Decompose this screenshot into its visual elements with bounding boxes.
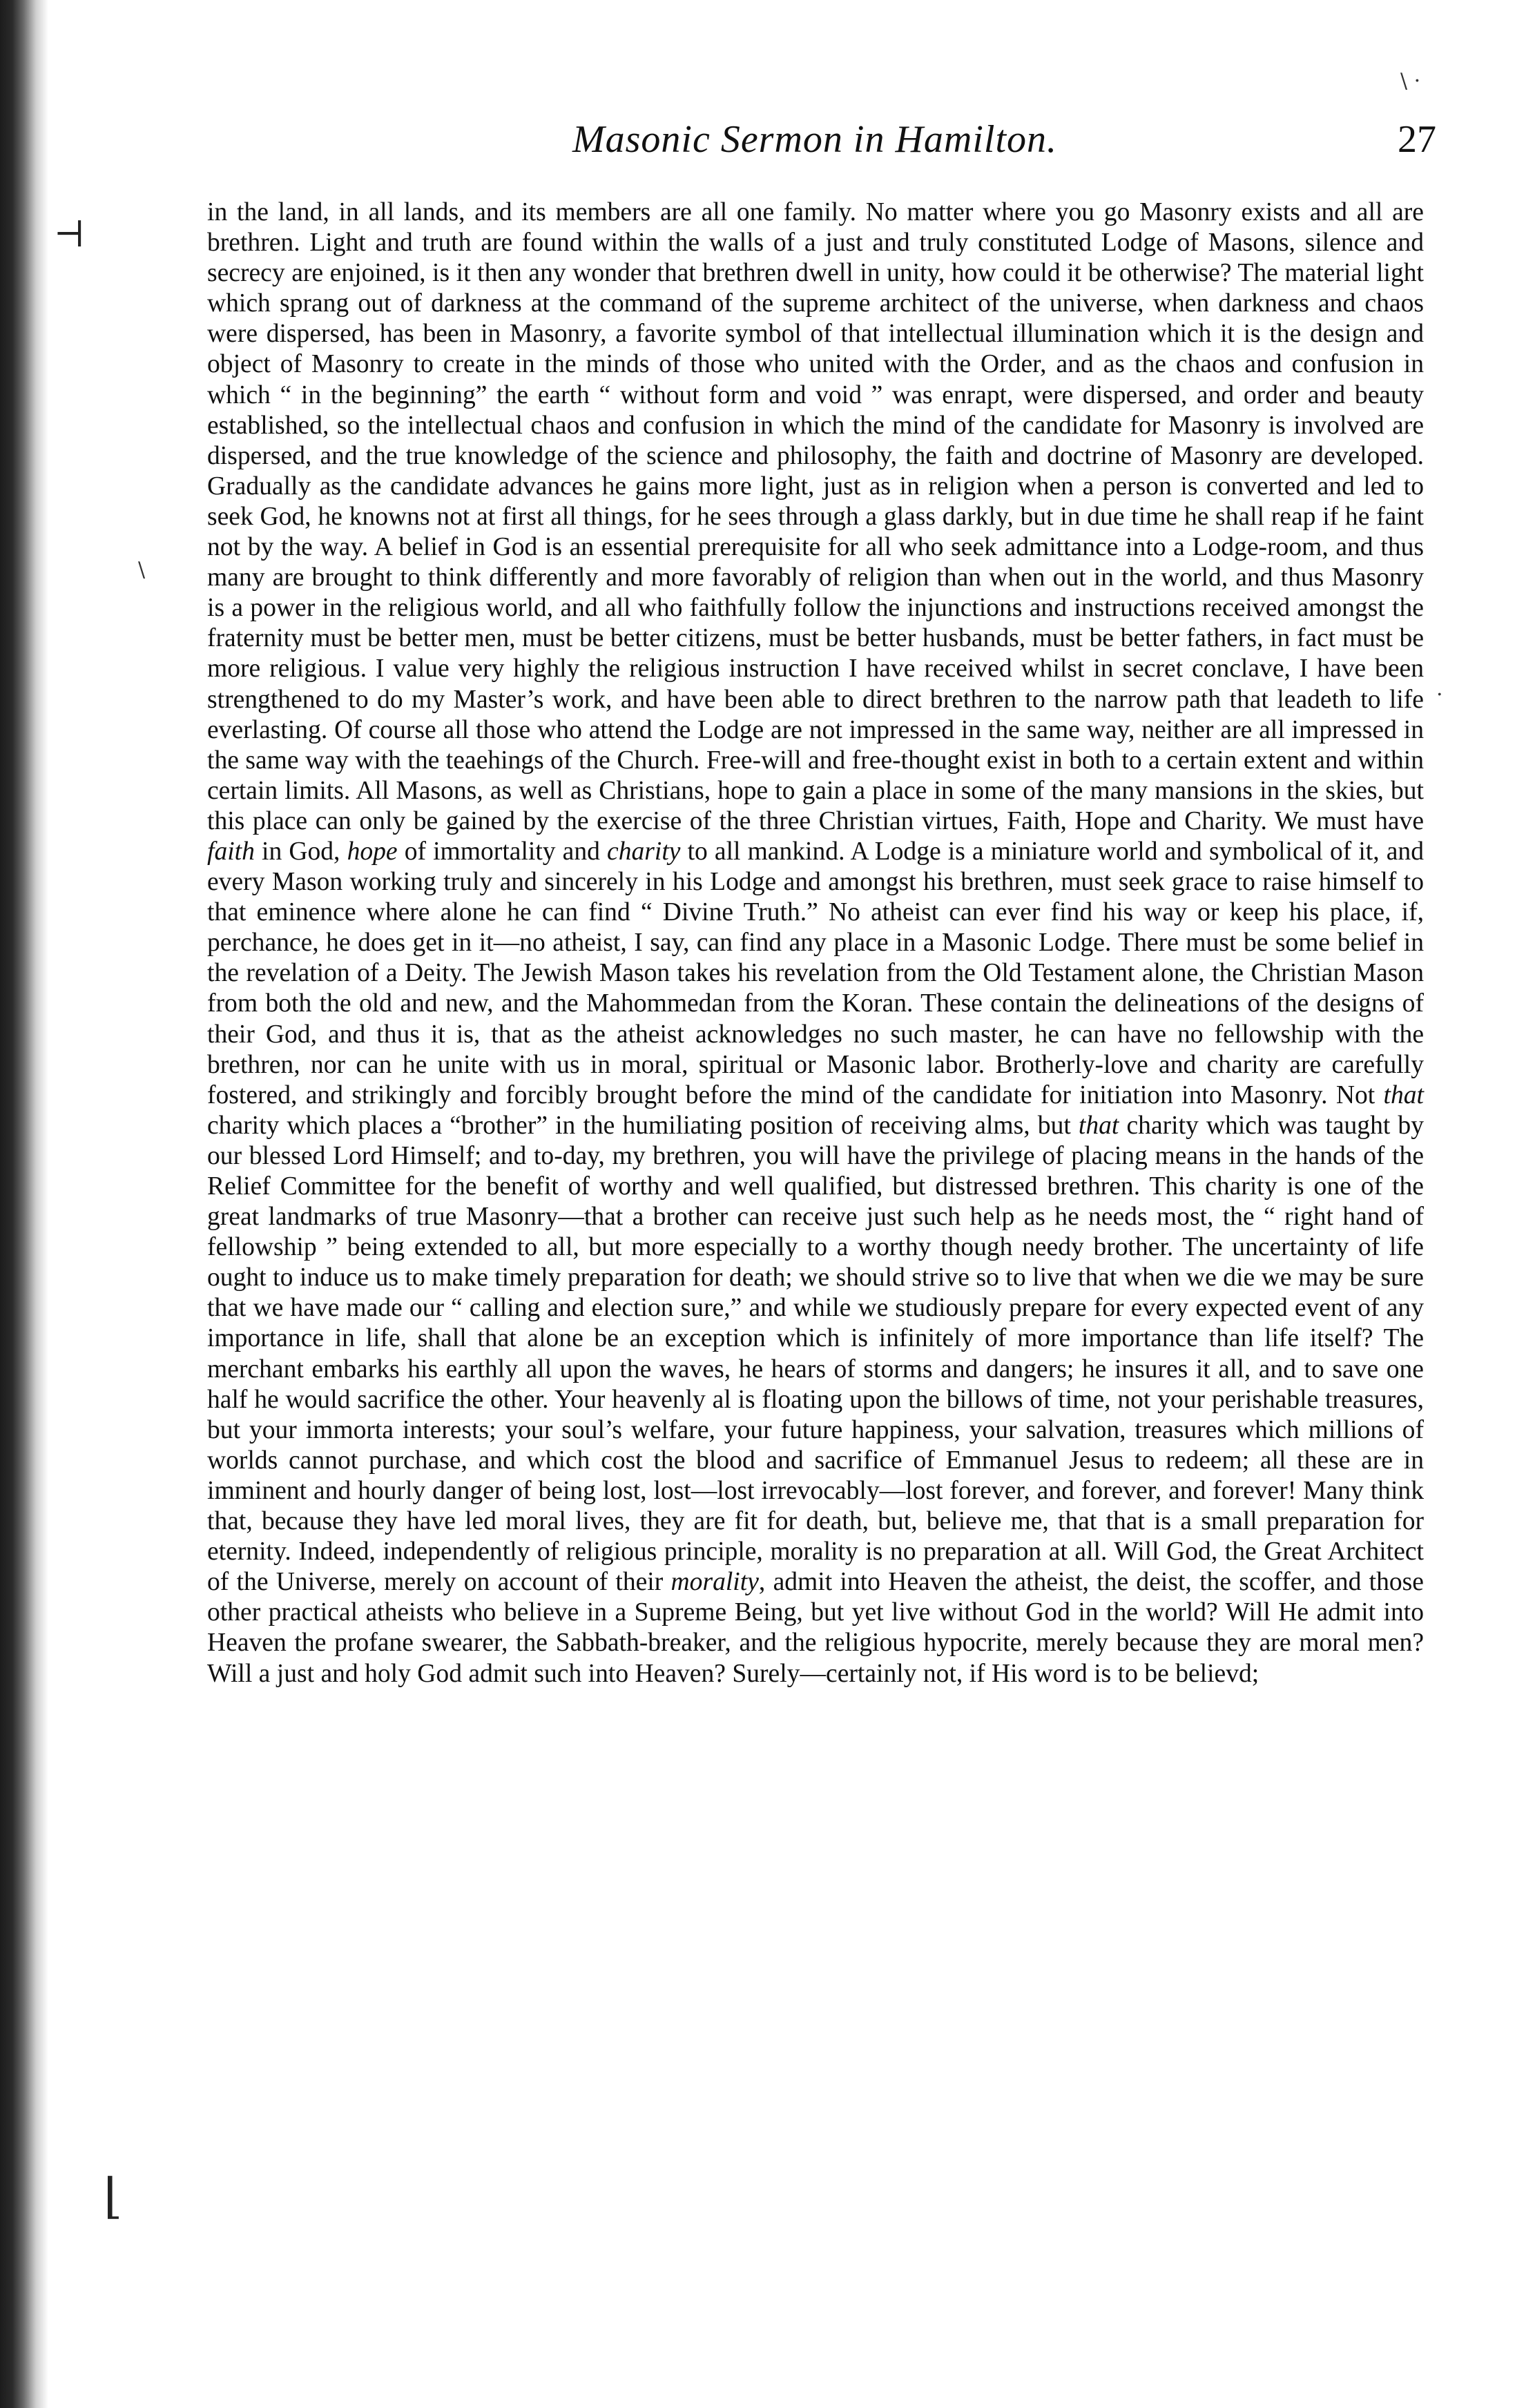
- scan-speck: \: [138, 558, 146, 582]
- text-run: charity which places a “brother” in the humiliating position of receiving alms, but: [207, 1111, 1079, 1140]
- text-run: in the land, in all lands, and its members are all one family. No matter where you go Masonry exists and all are brethren. Light and truth are found within the walls of a just and truly constituted Lodge of Masons, silence and secrecy are enjoined, is it then any wonder that brethren dwell in unity, how could it be otherwise? The material light which sprang out of darkness at the command of the supreme architect of the universe, when darkness and chaos were dispersed, has been in Masonry, a favorite symbol of that intellectual illumination which it is the design and object of Masonry to create in the minds of those who united with the Order, and as the chaos and confusion in which “ in the beginning” the earth “ without form and void ” was enrapt, were dispersed, and order and beauty established, so the intellectual chaos and confusion in which the mind of the candidate for Masonry is involved are dispersed, and the true knowledge of the science and philosophy, the faith and doctrine of Masonry are developed. Gradually as the candidate advances he gains more light, just as in religion when a person is converted and led to seek God, he knowns not at first all things, for he sees through a glass darkly, but in due time he shall reap if he faint not by the way. A belief in God is an essential prerequisite for all who seek admittance into a Lodge-room, and thus many are brought to think differently and more favorably of religion than when out in the world, and thus Masonry is a power in the religious world, and all who faithfully follow the injunctions and instructions received amongst the fraternity must be better men, must be better citizens, must be better husbands, must be better fathers, in fact must be more religious. I value very highly the religious instruction I have received whilst in secret conclave, I have been strengthened to do my Master’s work, and have been able to direct brethren to the narrow path that leadeth to life everlasting. Of course all those who attend the Lodge are not impressed in the same way, neither are all impressed in the same way with the teaehings of the Church. Free-will and free-thought exist in both to a certain extent and within certain limits. All Masons, as well as Christians, hope to gain a place in some of the many mansions in the skies, but this place can only be gained by the exercise of the three Christian virtues, Faith, Hope and Charity. We must have: [207, 198, 1424, 835]
- italic-run: charity: [607, 837, 681, 866]
- body-paragraph: [207, 197, 1424, 1689]
- text-run: to all mankind. A Lodge is a miniature world and symbolical of it, and every Mason working truly and sincerely in his Lodge and amongst his brethren, must seek grace to raise himself to that eminence where alone he can find “ Divine Truth.” No atheist can ever find his way or keep his place, if, perchance, he does get in it—no atheist, I say, can find any place in a Masonic Lodge. There must be some belief in the revelation of a Deity. The Jewish Mason takes his revelation from the Old Testament alone, the Christian Mason from both the old and new, and the Mahommedan from the Koran. These contain the delineations of the designs of their God, and thus it is, that as the atheist acknowledges no such master, he can have no fellowship with the brethren, nor can he unite with us in moral, spiritual or Masonic labor. Brotherly-love and charity are carefully fostered, and strikingly and forcibly brought before the mind of the candidate for initiation into Masonry. Not: [207, 837, 1424, 1109]
- italic-run: hope: [347, 837, 398, 866]
- text-run: , admit into Heaven the atheist, the deist, the scoffer, and those other practical atheists who believe in a Supreme Being, but yet live without God in the world? Will He admit into Heaven the profane swearer, the Sabbath-breaker, and the religious hypocrite, merely because they are moral men? Will a just and holy God admit such into Heaven? Surely—certainly not, if His word is to be believd;: [207, 1568, 1424, 1688]
- text-run: of immortality and: [397, 837, 608, 866]
- binding-edge: [0, 0, 48, 2408]
- italic-run: faith: [207, 837, 255, 866]
- text-run: in God,: [254, 837, 347, 866]
- page-number: 27: [1398, 118, 1436, 161]
- running-head: [193, 117, 1436, 179]
- italic-run: that: [1383, 1080, 1424, 1109]
- italic-run: morality: [670, 1568, 759, 1597]
- margin-mark: ⊣: [54, 214, 85, 255]
- scan-speck: .: [1436, 677, 1443, 701]
- margin-mark: ⌊: [104, 2168, 123, 2224]
- text-run: charity which was taught by our blessed Lord Himself; and to-day, my brethren, you will have the privilege of placing means in the hands of the Relief Committee for the benefit of worthy and well qualified, but distressed brethren. This charity is one of the great landmarks of true Masonry—that a brother can receive just such help as he needs most, the “ right hand of fellowship ” being extended to all, but more especially to a worthy though needy brother. The uncertainty of life ought to induce us to make timely preparation for death; we should strive so to live that when we die we may be sure that we have made our “ calling and election sure,” and while we studiously prepare for every expected event of any importance in life, shall that alone be an exception which is infinitely of more importance than life itself? The merchant embarks his earthly all upon the waves, he hears of storms and dangers; he insures it all, and to save one half he would sacrifice the other. Your heavenly al is floating upon the billows of time, not your perishable treasures, but your immorta interests; your soul’s welfare, your future happiness, your salvation, treasures which millions of worlds cannot purchase, and which cost the blood and sacrifice of Emmanuel Jesus to redeem; all these are in imminent and hourly danger of being lost, lost—lost irrevocably—lost forever, and forever, and forever! Many think that, because they have led moral lives, they are fit for death, but, believe me, that that is a small preparation for eternity. Indeed, independently of religious principle, morality is no preparation at all. Will God, the Great Architect of the Universe, merely on account of their: [207, 1111, 1424, 1597]
- scan-speck: \ ·: [1400, 69, 1421, 93]
- running-title: Masonic Sermon in Hamilton.: [572, 118, 1058, 161]
- italic-run: that: [1078, 1111, 1119, 1140]
